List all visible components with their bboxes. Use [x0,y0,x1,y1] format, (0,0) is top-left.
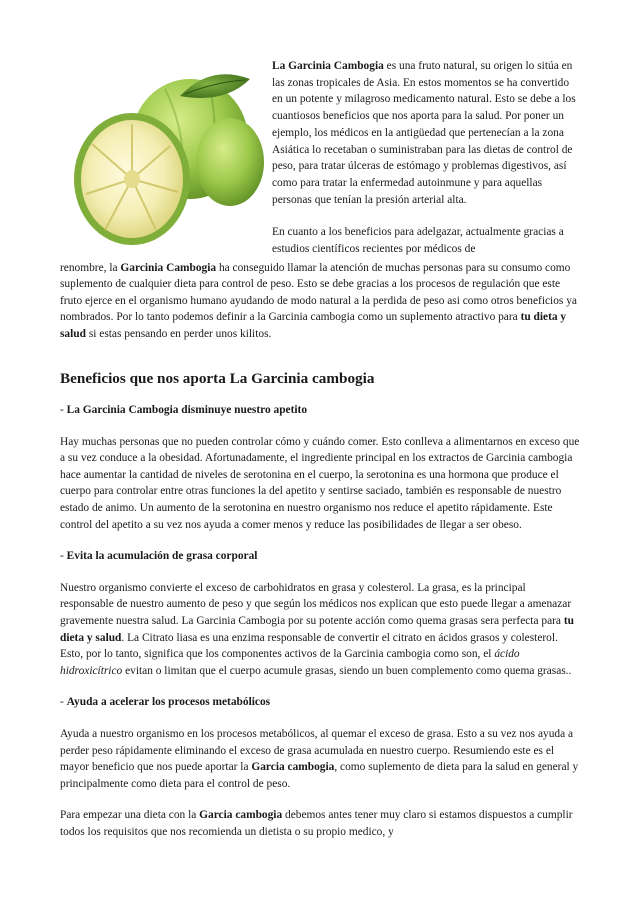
continued-text-3: si estas pensando en perder unos kilitos. [85,327,272,340]
bold-phrase: tu dieta y salud [60,311,567,340]
closing-text-2: debemos antes tener muy claro si estamos dispuestos a cumplir todos los requisitos que nos recomienda un dietista o su propio medico, y [60,809,573,838]
section-heading: Beneficios que nos aporta La Garcinia cambogia [60,370,375,387]
intro-paragraph-1-text: es una fruto natural, su origen lo sitúa en las zonas tropicales de Asia. En estos momentos se ha convertido en un potente y milagroso medicamento natural. Esto se debe a los cuantiosos beneficios que nos aporta para la salud. Por poner un ejemplo, los médicos en la antigüedad que pertenecían a la zona Asiática lo recetaban o suministraban para las dietas de control de peso, para tratar úlceras de estómago y problemas digestivos, así como para tratar la enfermedad autoinmune y para aquellas personas que tenían la presión arterial alta. [272,60,576,206]
garcinia-fruit-illustration [60,44,270,256]
intro-paragraph-2: En cuanto a los beneficios para adelgazar, actualmente gracias a estudios científicos recientes por médicos de [272,226,564,256]
benefit-3-text [60,726,582,792]
bullet-dash: - [60,404,67,416]
benefit-2-title [60,548,582,565]
intro-text [272,58,580,258]
benefit-2-title-text: Evita la acumulación de grasa corporal [66,550,258,563]
benefit-3-text-1: Ayuda a nuestro organismo en los procesos metabólicos, al quemar el exceso de grasa. Esto a su vez nos ayuda a perder peso rápidamente eliminando el exceso de grasa acumulada en nuestro cuerpo. Resumiendo este es el mayor beneficio que nos puede aportar la [60,727,574,774]
continued-text-2: ha conseguido llamar la atención de muchas personas para su consumo como suplemento de cualquier dieta para control de peso. Esto se debe gracias a los procesos de regulación que este fruto ejerce en el organismo humano ayudando de modo natural a la perdida de peso asi como otros beneficios ya nombrados. Por lo tanto podemos definir a la Garcinia cambogia como un suplemento atractivo para [60,262,577,324]
benefit-3-title-text: Ayuda a acelerar los procesos metabólicos [66,696,271,709]
benefit-3-text-2: , como suplemento de dieta para la salud en general y principalmente como dieta para el control de peso. [60,761,579,790]
brand-name: La Garcinia Cambogia [272,60,384,72]
intro-paragraph-1 [272,58,580,208]
garcinia-fruit-image [60,44,270,256]
benefit-2-text [60,580,582,680]
benefit-2-text-3: evitan o limitan que el cuerpo acumule grasas, siendo un buen complemento como quema grasas.. [122,664,572,677]
italic-term: ácido hidroxicítrico [60,648,520,677]
closing-paragraph [60,807,582,840]
continued-text-1: renombre, la [60,262,121,274]
brand-name: Garcinia Cambogia [120,262,217,274]
benefit-2-text-1: Nuestro organismo convierte el exceso de carbohidratos en grasa y colesterol. La grasa, es la principal responsable de nuestro aumento de peso y que según los médicos nos explican que esto puede llegar a amenazar gravemente nuestra salud. La Garcinia Cambogia por su potente acción como quema grasas sera perfecta para [60,581,572,627]
benefits-section [60,370,582,855]
continued-paragraph [60,260,580,342]
benefit-1-title-text: La Garcinia Cambogia disminuye nuestro apetito [66,404,308,416]
benefit-3-title [60,694,582,711]
bold-phrase: Garcia cambogia [199,809,283,822]
benefit-2-text-2: . La Citrato liasa es una enzima responsable de convertir el citrato en ácidos grasos y colesterol. Esto, por lo tanto, significa que los componentes activos de la Garcinia cambogia como son, el [60,631,558,661]
bullet-dash: - [60,550,67,563]
bold-phrase: tu dieta y salud [60,614,574,644]
bold-phrase: Garcia cambogia [251,761,335,774]
bullet-dash: - [60,696,67,709]
benefit-1-text: Hay muchas personas que no pueden controlar cómo y cuándo comer. Esto conlleva a alimentarnos en exceso que a su vez conduce a la obesidad. Afortunadamente, el ingrediente principal en los extractos de Garcinia cambogia hace aumentar la cantidad de niveles de serotonina en el cuerpo, la serotonina es una hormona que produce el cuerpo para controlar entre otras funciones la del apetito y sentirse saciado, también es responsable de nuestro estado de animo. Un aumento de la serotonina en nuestro organismo nos reduce el apetito rápidamente. Este control del apetito a su vez nos ayuda a comer menos y reduce las posibilidades de llegar a ser obeso. [60,435,580,531]
benefit-1-title [60,402,582,419]
closing-text-1: Para empezar una dieta con la [60,809,200,822]
